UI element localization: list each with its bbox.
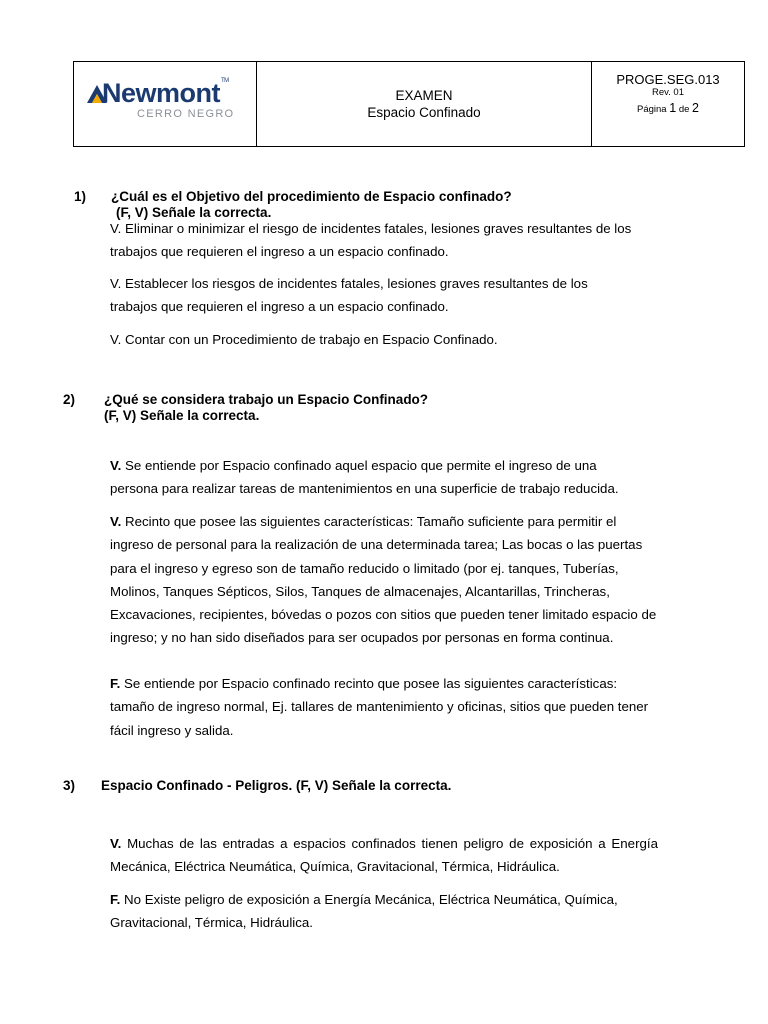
- answer-3-1: V. Muchas de las entradas a espacios confinados tienen peligro de exposición a Energía Mecánica, Eléctrica Neumática, Química, Gravitacional, Térmica, Hidráulica.: [110, 836, 658, 875]
- answer-2-1: V. Se entiende por Espacio confinado aquel espacio que permite el ingreso de una persona para realizar tareas de mantenimientos en una superficie de trabajo reducida.: [110, 458, 619, 497]
- company-logo: [74, 62, 257, 146]
- answer-2-2: V. Recinto que posee las siguientes características: Tamaño suficiente para permitir el ingreso de personal para la realización de una determinada tarea; Las bocas o las puertas para el ingreso y egreso son de tamaño reducido o limitado (por ej. tanques, Tuberías, Molinos, Tanques Sépticos, Silos, Tanques de almacenajes, Alcantarillas, Trincheras, Excavaciones, recipientes, bóvedas o pozos con sitios que pueden tener limitado espacio de ingreso; y no han sido diseñados para ser ocupados por personas en forma continua.: [110, 514, 657, 646]
- answer-2-3: F. Se entiende por Espacio confinado recinto que posee las siguientes características: tamaño de ingreso normal, Ej. tallares de mantenimiento y oficinas, sitios que pueden tener fácil ingreso y salida.: [110, 676, 649, 738]
- answer-3-2: F. No Existe peligro de exposición a Energía Mecánica, Eléctrica Neumática, Química, Gravitacional, Térmica, Hidráulica.: [110, 892, 618, 931]
- question-number: 3): [63, 778, 76, 793]
- header-title-cell: [257, 62, 592, 146]
- question-title: ¿Qué se considera trabajo un Espacio Confinado?: [104, 392, 429, 407]
- question-number: 2): [63, 392, 76, 407]
- answer-1-2: V. Establecer los riesgos de incidentes fatales, lesiones graves resultantes de los trabajos que requieren el ingreso a un espacio confinado.: [110, 276, 588, 315]
- page-indicator: Página 1 de 2: [637, 101, 699, 115]
- question-instruction: (F, V) Señale la correcta.: [104, 408, 260, 423]
- header-meta-cell: [592, 62, 744, 146]
- logo-subtitle: CERRO NEGRO: [137, 108, 235, 120]
- answer-1-3: V. Contar con un Procedimiento de trabajo en Espacio Confinado.: [110, 332, 498, 347]
- doc-code: PROGE.SEG.013: [616, 72, 720, 87]
- document-header: [73, 61, 745, 147]
- doc-title: EXAMEN: [395, 88, 453, 103]
- logo-wordmark: Newmont™: [102, 78, 229, 108]
- question-3: [63, 778, 663, 794]
- answer-1-1: V. Eliminar o minimizar el riesgo de incidentes fatales, lesiones graves resultantes de los trabajos que requieren el ingreso a un espacio confinado.: [110, 221, 632, 260]
- doc-subtitle: Espacio Confinado: [367, 105, 481, 120]
- doc-revision: Rev. 01: [651, 87, 685, 98]
- question-title: ¿Cuál es el Objetivo del procedimiento de Espacio confinado?: [111, 189, 512, 204]
- question-number: 1): [74, 189, 87, 204]
- question-instruction: (F, V) Señale la correcta.: [116, 205, 272, 220]
- question-2: [63, 392, 663, 424]
- question-title: Espacio Confinado - Peligros. (F, V) Señale la correcta.: [101, 778, 452, 793]
